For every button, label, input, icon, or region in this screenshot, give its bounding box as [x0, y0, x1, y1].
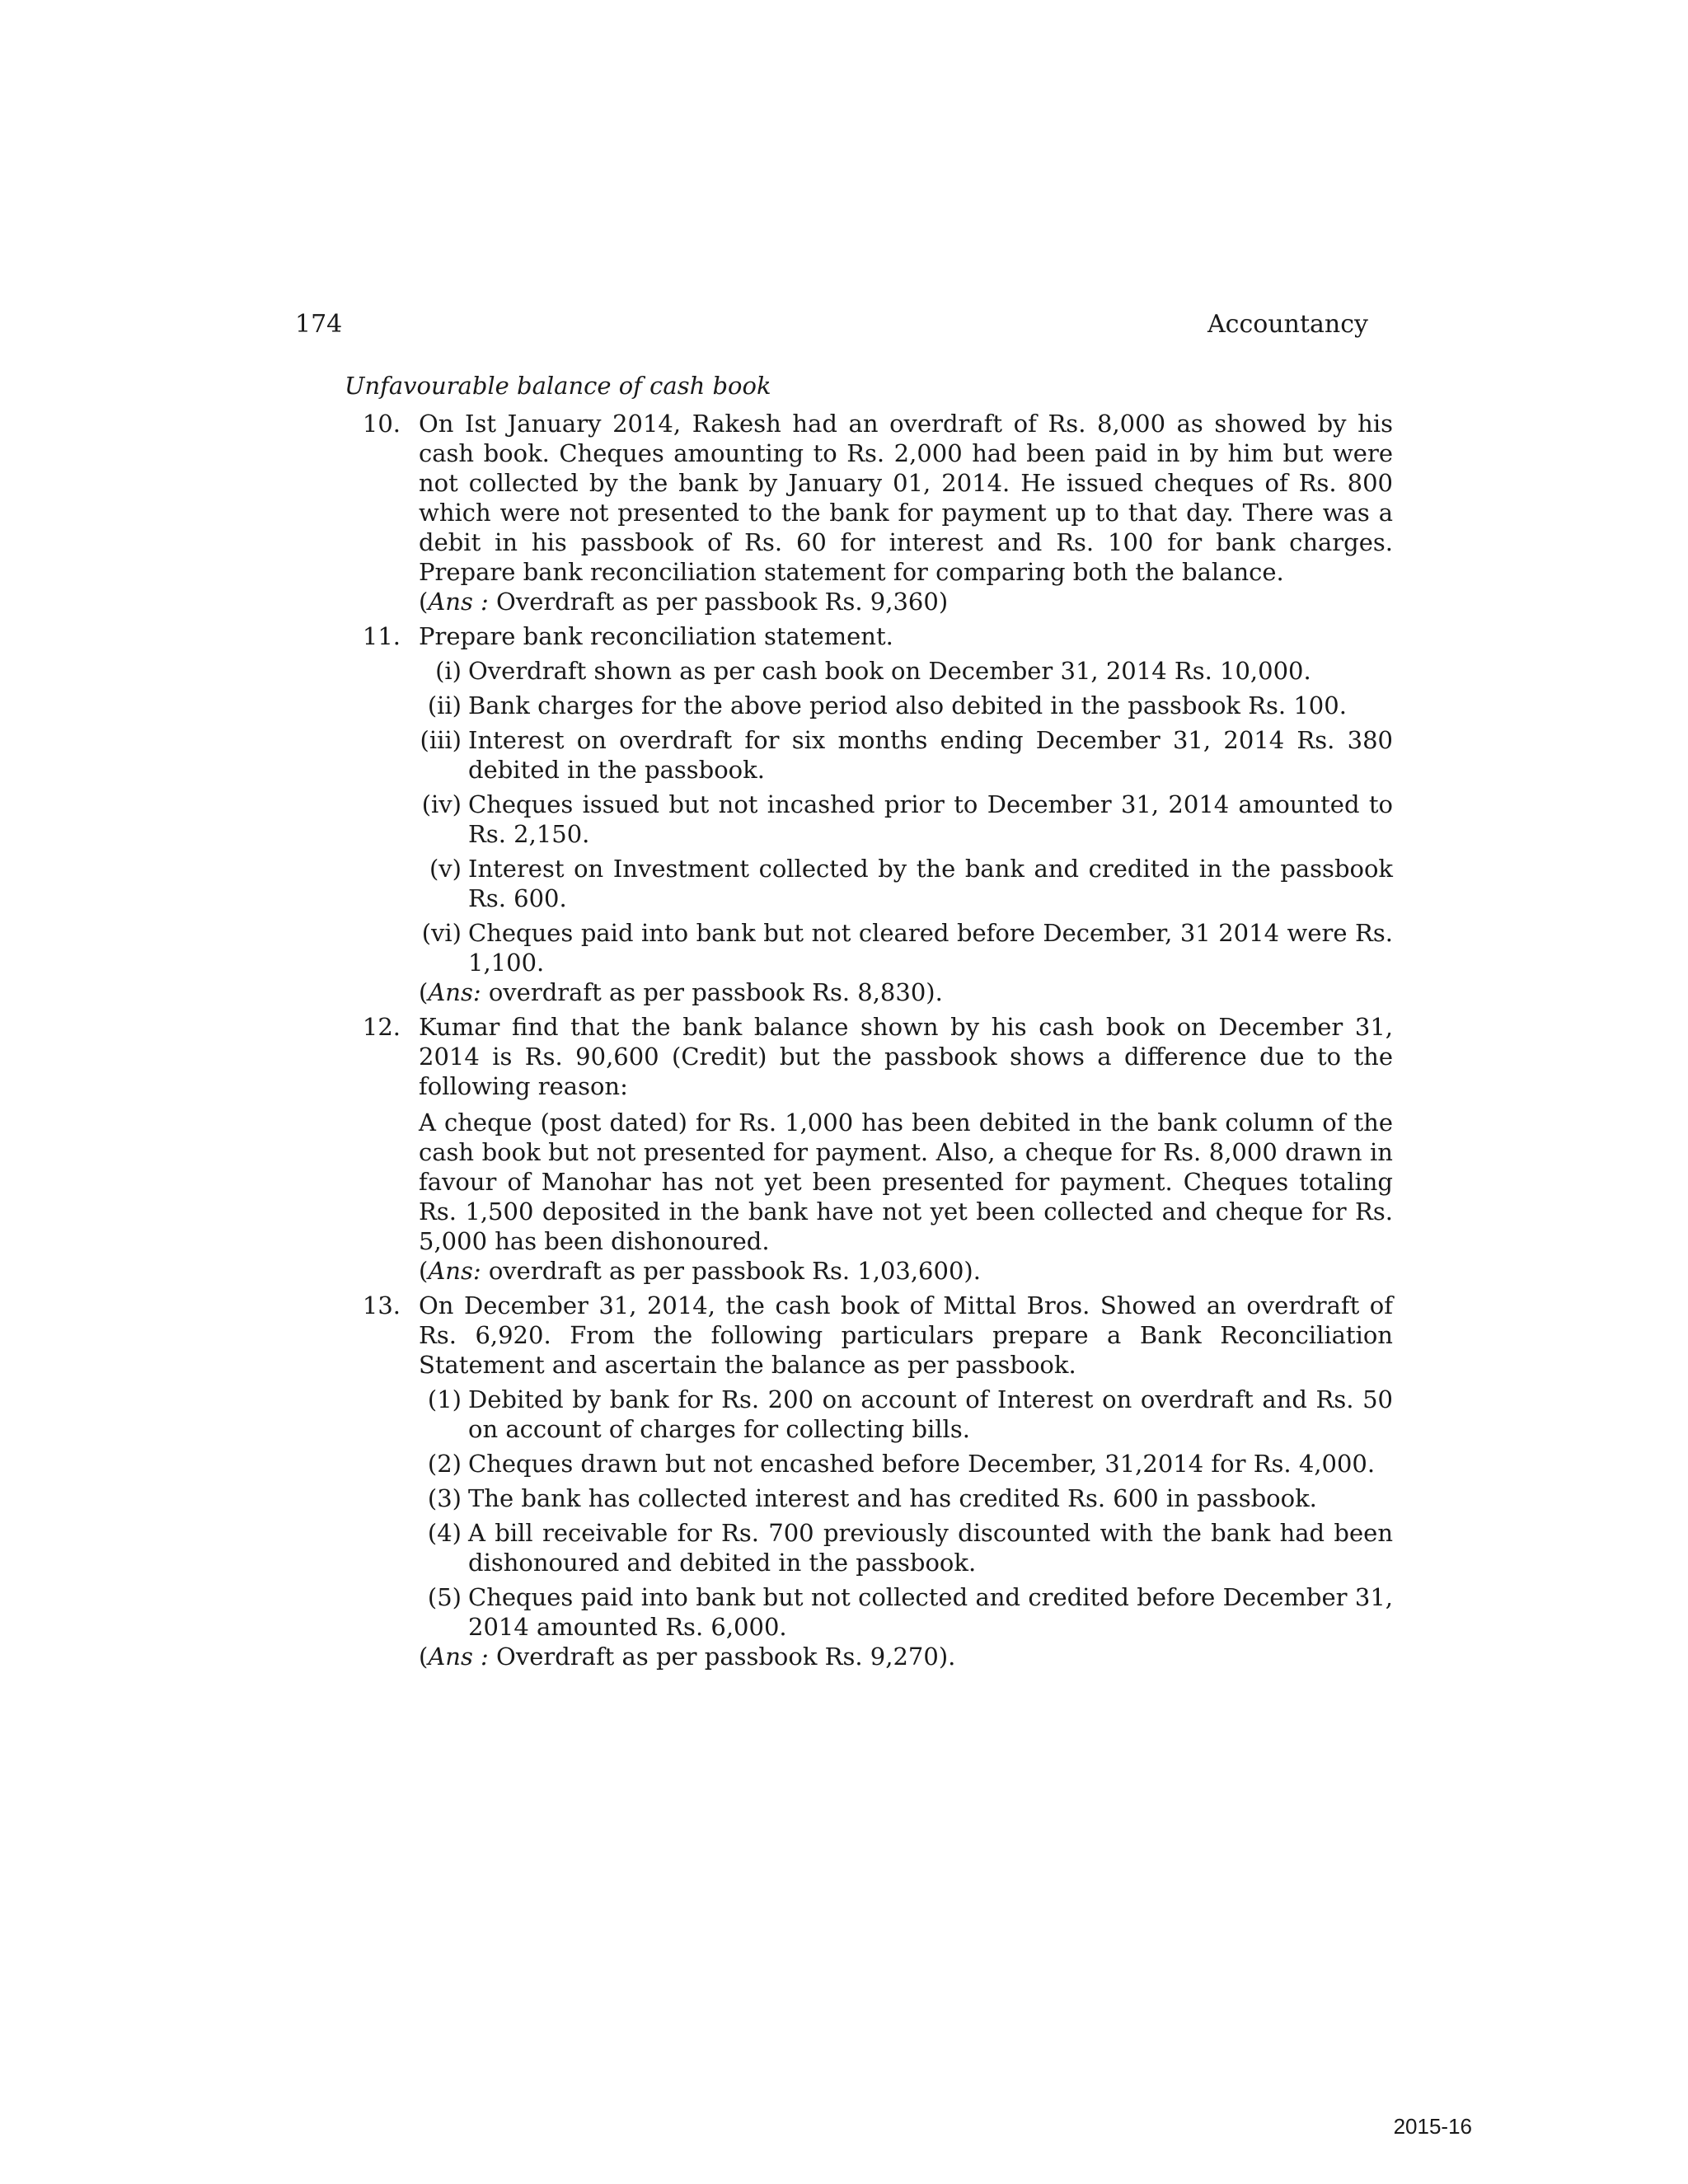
list-item	[419, 725, 1393, 785]
question-11	[345, 621, 1393, 1007]
answer-prefix: Ans:	[428, 978, 481, 1006]
answer-line: (Ans : Overdraft as per passbook Rs. 9,360)	[419, 588, 949, 616]
item-label: (5)	[427, 1583, 462, 1611]
item-text: Interest on Investment collected by the bank and credited in the passbook Rs. 600.	[468, 855, 1393, 912]
list-item	[419, 691, 1393, 720]
list-item	[419, 1582, 1393, 1642]
page-content	[345, 371, 1393, 1671]
list-item	[419, 854, 1393, 913]
item-label: (2)	[427, 1450, 462, 1478]
section-heading: Unfavourable balance of cash book	[345, 372, 771, 400]
question-text: Prepare bank reconciliation statement.	[419, 622, 893, 650]
item-label: (i)	[435, 657, 462, 685]
item-text: Overdraft shown as per cash book on December 31, 2014 Rs. 10,000.	[468, 657, 1311, 685]
item-text: Interest on overdraft for six months ending December 31, 2014 Rs. 380 debited in the passbook.	[468, 726, 1393, 784]
item-text: Bank charges for the above period also debited in the passbook Rs. 100.	[468, 691, 1347, 719]
footer-year: 2015-16	[1393, 2114, 1472, 2139]
question-text-continued: A cheque (post dated) for Rs. 1,000 has been debited in the bank column of the cash book but not presented for payment. Also, a cheque for Rs. 8,000 drawn in favour of Manohar has not yet been presented for payment. Cheques totaling Rs. 1,500 deposited in the bank have not yet been collected and cheque for Rs. 5,000 has been dishonoured.	[419, 1108, 1393, 1255]
item-text: Cheques drawn but not encashed before December, 31,2014 for Rs. 4,000.	[468, 1450, 1376, 1478]
question-10	[345, 409, 1393, 616]
item-label: (iv)	[421, 790, 462, 818]
question-text: Kumar find that the bank balance shown by his cash book on December 31, 2014 is Rs. 90,600 (Credit) but the passbook shows a difference due to the following reason:	[419, 1013, 1393, 1100]
answer-text: overdraft as per passbook Rs. 1,03,600).	[481, 1257, 981, 1285]
question-number: 10.	[362, 410, 401, 438]
question-text: On Ist January 2014, Rakesh had an overdraft of Rs. 8,000 as showed by his cash book. Cheques amounting to Rs. 2,000 had been paid in by him but were not collected by the bank by January 01, 2014. He issued cheques of Rs. 800 which were not presented to the bank for payment up to that day. There was a debit in his passbook of Rs. 60 for interest and Rs. 100 for bank charges. Prepare bank reconciliation statement for comparing both the balance.	[419, 410, 1393, 586]
item-label: (4)	[427, 1519, 462, 1547]
item-text: Cheques paid into bank but not cleared before December, 31 2014 were Rs. 1,100.	[468, 919, 1393, 977]
item-label: (ii)	[427, 691, 462, 719]
answer-line: (Ans : Overdraft as per passbook Rs. 9,270).	[419, 1643, 956, 1671]
question-body	[419, 1291, 1393, 1671]
page-number: 174	[295, 310, 343, 339]
question-body	[419, 1012, 1393, 1286]
question-number: 11.	[362, 622, 401, 650]
item-label: (1)	[427, 1385, 462, 1413]
list-item	[419, 790, 1393, 849]
item-label: (3)	[427, 1484, 462, 1512]
list-item	[419, 656, 1393, 686]
answer-text: overdraft as per passbook Rs. 8,830).	[481, 978, 943, 1006]
book-title: Accountancy	[1207, 310, 1368, 339]
list-item	[419, 1449, 1393, 1479]
question-13	[345, 1291, 1393, 1671]
answer-prefix: Ans :	[428, 588, 489, 616]
item-text: Debited by bank for Rs. 200 on account of Interest on overdraft and Rs. 50 on account of charges for collecting bills.	[468, 1385, 1393, 1443]
item-text: A bill receivable for Rs. 700 previously discounted with the bank had been dishonoured and debited in the passbook.	[468, 1519, 1393, 1577]
answer-text: Overdraft as per passbook Rs. 9,270).	[488, 1643, 956, 1671]
answer-line: (Ans: overdraft as per passbook Rs. 1,03,600).	[419, 1257, 981, 1285]
item-text: Cheques paid into bank but not collected and credited before December 31, 2014 amounted Rs. 6,000.	[468, 1583, 1393, 1641]
question-number: 12.	[362, 1013, 401, 1041]
list-item	[419, 1518, 1393, 1577]
item-text: Cheques issued but not incashed prior to December 31, 2014 amounted to Rs. 2,150.	[468, 790, 1393, 848]
item-label: (v)	[429, 855, 462, 883]
list-item	[419, 1385, 1393, 1444]
question-body	[419, 409, 1393, 616]
question-12	[345, 1012, 1393, 1286]
answer-line: (Ans: overdraft as per passbook Rs. 8,830).	[419, 978, 943, 1006]
question-number: 13.	[362, 1291, 401, 1319]
question-body	[419, 621, 1393, 1007]
answer-prefix: Ans:	[428, 1257, 481, 1285]
item-label: (vi)	[421, 919, 462, 947]
list-item	[419, 918, 1393, 977]
list-item	[419, 1483, 1393, 1513]
answer-text: Overdraft as per passbook Rs. 9,360)	[488, 588, 949, 616]
item-text: The bank has collected interest and has credited Rs. 600 in passbook.	[468, 1484, 1317, 1512]
answer-prefix: Ans :	[428, 1643, 489, 1671]
item-label: (iii)	[420, 726, 462, 754]
question-text: On December 31, 2014, the cash book of Mittal Bros. Showed an overdraft of Rs. 6,920. From the following particulars prepare a Bank Reconciliation Statement and ascertain the balance as per passbook.	[419, 1291, 1393, 1379]
